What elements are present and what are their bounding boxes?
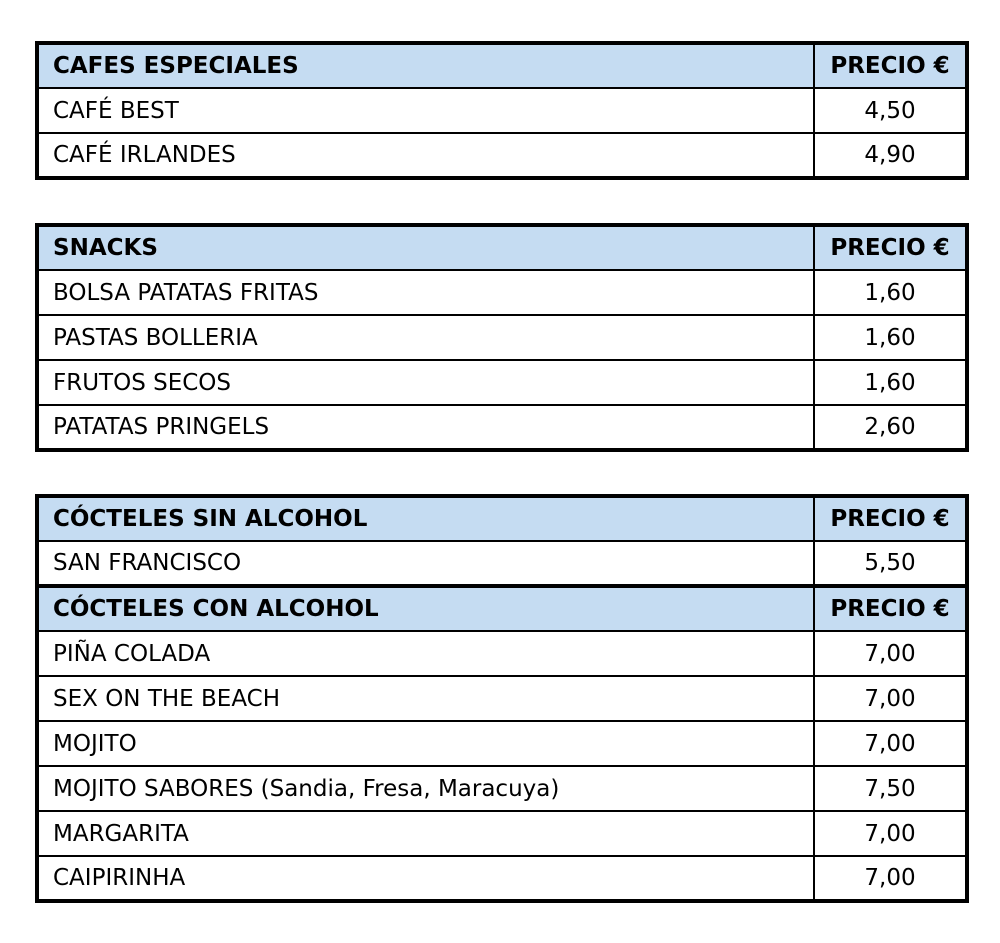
item-name: MARGARITA (37, 811, 814, 856)
item-price: 7,00 (814, 631, 967, 676)
menu-item-row (37, 676, 967, 721)
item-price: 2,60 (814, 405, 967, 450)
price-header: PRECIO € (814, 43, 967, 88)
menu-item-row (37, 856, 967, 901)
item-name: PASTAS BOLLERIA (37, 315, 814, 360)
item-name: FRUTOS SECOS (37, 360, 814, 405)
section-title: CÓCTELES CON ALCOHOL (37, 586, 814, 631)
price-header: PRECIO € (814, 586, 967, 631)
section-title: CÓCTELES SIN ALCOHOL (37, 496, 814, 541)
item-price: 4,50 (814, 88, 967, 133)
item-name: CAIPIRINHA (37, 856, 814, 901)
item-price: 1,60 (814, 315, 967, 360)
item-name: MOJITO SABORES (Sandia, Fresa, Maracuya) (37, 766, 814, 811)
item-price: 7,00 (814, 811, 967, 856)
item-price: 5,50 (814, 541, 967, 586)
menu-item-row (37, 270, 967, 315)
price-header: PRECIO € (814, 496, 967, 541)
item-price: 7,00 (814, 856, 967, 901)
section-header (37, 225, 967, 270)
section-title: SNACKS (37, 225, 814, 270)
item-name: SEX ON THE BEACH (37, 676, 814, 721)
item-name: MOJITO (37, 721, 814, 766)
section-header (37, 496, 967, 541)
menu-item-row (37, 133, 967, 178)
snacks-table (35, 223, 969, 452)
cafes-especiales-table (35, 41, 969, 180)
menu-item-row (37, 721, 967, 766)
item-price: 1,60 (814, 270, 967, 315)
cocteles-table (35, 494, 969, 903)
price-header: PRECIO € (814, 225, 967, 270)
section-title: CAFES ESPECIALES (37, 43, 814, 88)
menu-item-row (37, 88, 967, 133)
menu-item-row (37, 541, 967, 586)
item-price: 7,50 (814, 766, 967, 811)
item-price: 7,00 (814, 721, 967, 766)
menu-item-row (37, 360, 967, 405)
item-name: PATATAS PRINGELS (37, 405, 814, 450)
item-name: CAFÉ BEST (37, 88, 814, 133)
item-name: CAFÉ IRLANDES (37, 133, 814, 178)
item-name: SAN FRANCISCO (37, 541, 814, 586)
section-header (37, 586, 967, 631)
item-name: PIÑA COLADA (37, 631, 814, 676)
item-price: 7,00 (814, 676, 967, 721)
item-price: 4,90 (814, 133, 967, 178)
item-name: BOLSA PATATAS FRITAS (37, 270, 814, 315)
menu-item-row (37, 405, 967, 450)
item-price: 1,60 (814, 360, 967, 405)
menu-item-row (37, 631, 967, 676)
menu-item-row (37, 315, 967, 360)
menu-item-row (37, 766, 967, 811)
menu-item-row (37, 811, 967, 856)
section-header (37, 43, 967, 88)
